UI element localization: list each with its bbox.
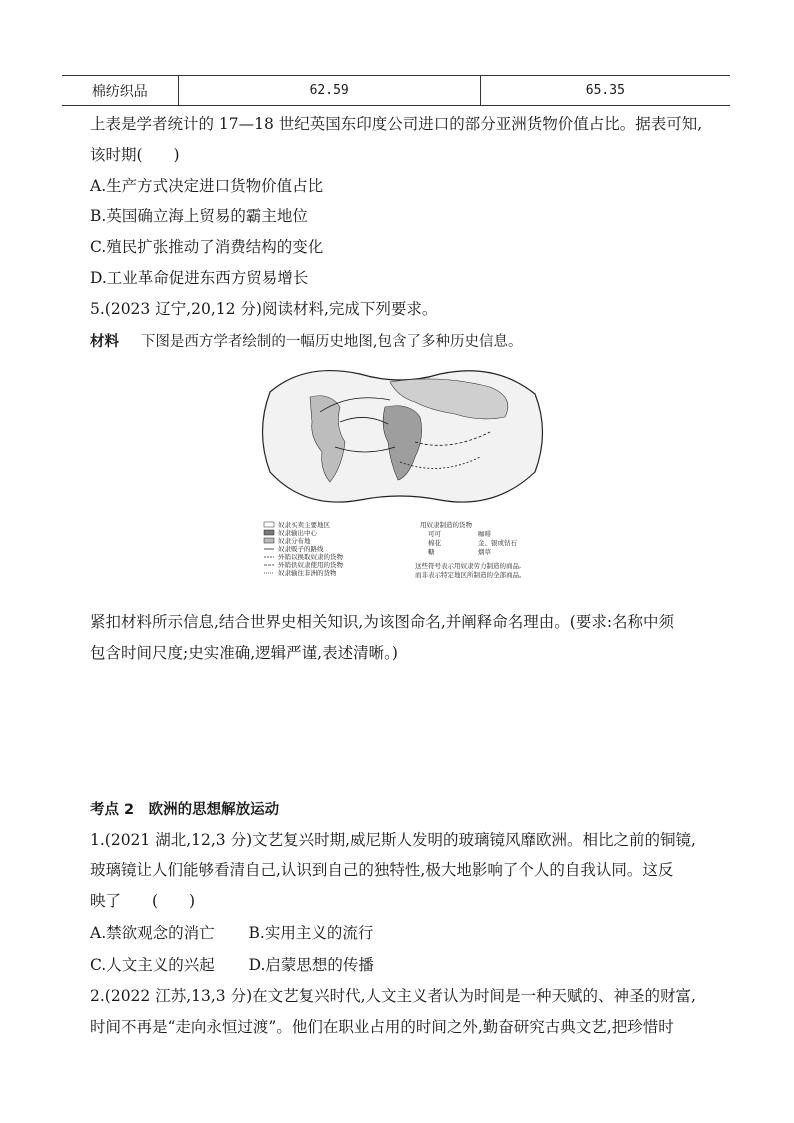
section-q1-stem: 1.(2021 湖北,12,3 分)文艺复兴时期,威尼斯人发明的玻璃镜风靡欧洲。相比之前的铜镜, [90, 831, 696, 849]
slave-trade-map [250, 352, 550, 592]
legend-title: 用奴隶制造的货物 [420, 521, 472, 529]
legend-note: 这些符号表示用奴隶劳力制造的商品, [415, 562, 522, 570]
option-d: D.启蒙思想的传播 [248, 956, 374, 974]
table-cell: 65.35 [480, 76, 730, 106]
question-5-stem: 5.(2023 辽宁,20,12 分)阅读材料,完成下列要求。 [90, 300, 438, 318]
option-b: B.实用主义的流行 [248, 924, 374, 942]
question-4-stem-cont: 该时期( ) [90, 146, 180, 164]
option-b: B.英国确立海上贸易的霸主地位 [90, 207, 308, 225]
section-q1-stem-cont: 玻璃镜让人们能够看清自己,认识到自己的独特性,极大地影响了个人的自我认同。这反 [90, 861, 674, 879]
legend-item: 奴隶买卖主要地区 [278, 521, 330, 529]
legend-item: 可可 [428, 530, 441, 538]
question-5-task-cont: 包含时间尺度;史实准确,逻辑严谨,表述清晰。) [90, 644, 398, 662]
question-5-task: 紧扣材料所示信息,结合世界史相关知识,为该图命名,并阐释命名理由。(要求:名称中须 [90, 613, 675, 631]
table-row [62, 76, 730, 106]
option-a: A.生产方式决定进口货物价值占比 [90, 177, 324, 195]
legend-item: 奴隶贩子的路线 [278, 545, 324, 553]
legend-item: 奴隶分布地 [278, 537, 311, 545]
legend-item: 金、银或钻石 [478, 539, 517, 547]
option-d: D.工业革命促进东西方贸易增长 [90, 269, 309, 287]
option-row [90, 954, 730, 976]
section-title: 考点 2 欧洲的思想解放运动 [90, 802, 280, 818]
legend-item: 咖啡 [478, 530, 491, 538]
material-label: 材料 [90, 334, 119, 350]
question-4-stem: 上表是学者统计的 17—18 世纪英国东印度公司进口的部分亚洲货物价值占比。据表可知, [90, 115, 703, 133]
material-text: 下图是西方学者绘制的一幅历史地图,包含了多种历史信息。 [140, 334, 523, 350]
legend-item: 糖 [428, 548, 435, 556]
material-line [90, 330, 730, 353]
legend-item: 外销供奴隶使用的货物 [278, 561, 343, 569]
legend-item: 奴隶输出中心 [278, 529, 317, 537]
section-q2-stem-cont: 时间不再是“走向永恒过渡”。他们在职业占用的时间之外,勤奋研究古典文艺,把珍惜时 [90, 1018, 674, 1036]
legend [264, 520, 526, 579]
data-table [62, 75, 730, 106]
legend-item: 棉花 [428, 539, 441, 547]
option-c: C.殖民扩张推动了消费结构的变化 [90, 238, 324, 256]
table-cell: 棉纺织品 [62, 76, 178, 106]
option-row [90, 922, 730, 944]
section-q2-stem: 2.(2022 江苏,13,3 分)在文艺复兴时代,人文主义者认为时间是一种天赋的、神圣的财富, [90, 987, 696, 1005]
section-q1-stem-cont2: 映了 ( ) [90, 892, 196, 910]
option-c: C.人文主义的兴起 [90, 956, 215, 974]
legend-note: 而非表示特定地区所制造的全部商品。 [415, 571, 526, 579]
table-cell: 62.59 [178, 76, 480, 106]
legend-item: 烟草 [478, 548, 491, 556]
option-a: A.禁欲观念的消亡 [90, 924, 215, 942]
legend-item: 奴隶输往非洲的货物 [278, 569, 337, 577]
legend-item: 外销以换取奴隶的货物 [278, 553, 343, 561]
